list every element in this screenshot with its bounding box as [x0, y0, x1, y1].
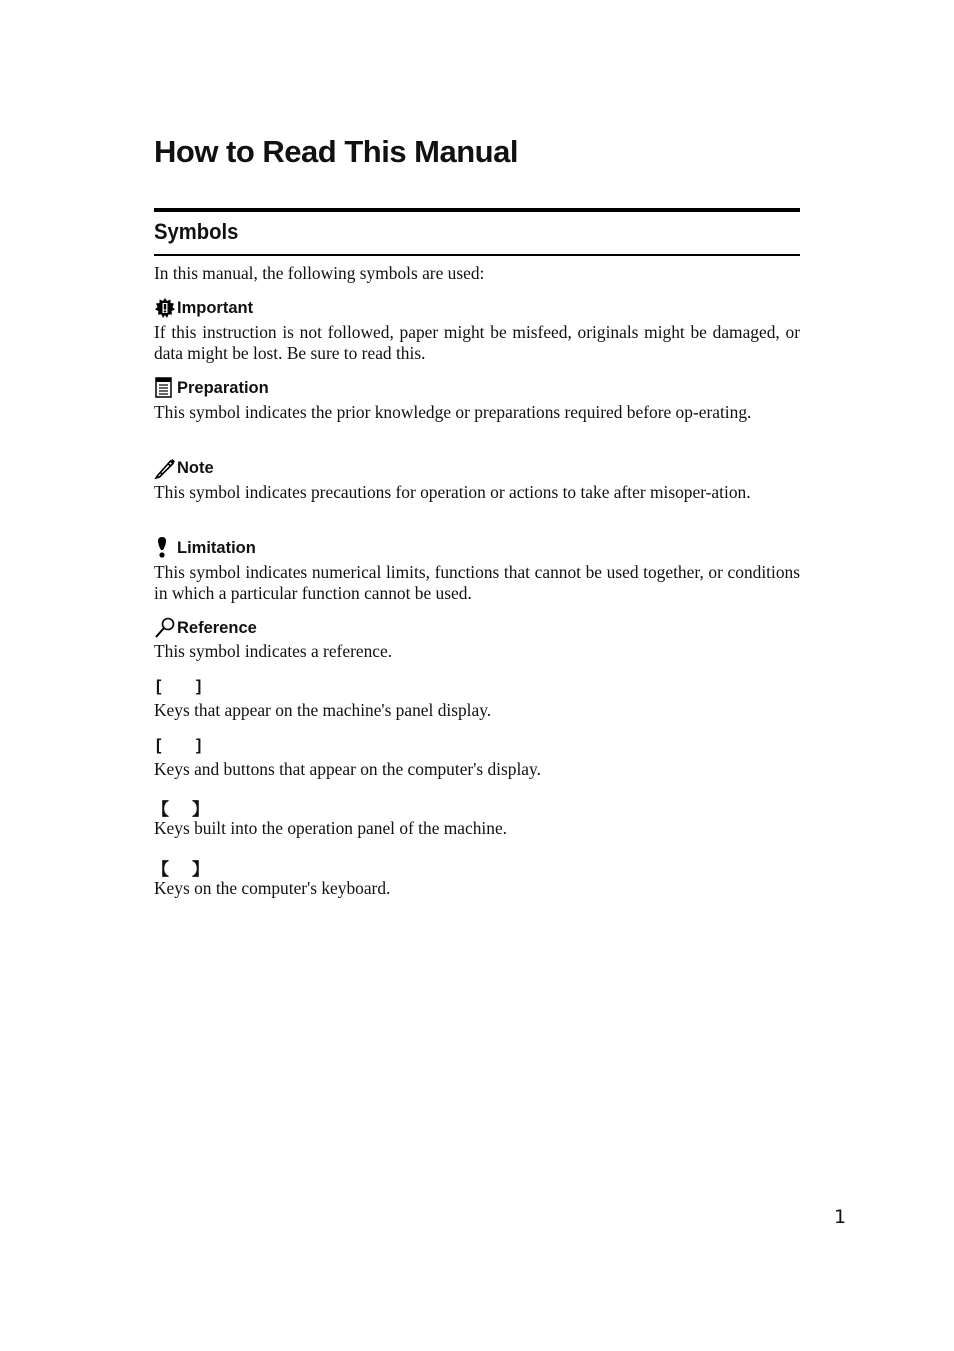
- preparation-heading: [154, 377, 269, 399]
- reference-label: Reference: [177, 618, 257, 637]
- note-pencil-icon: [154, 457, 176, 479]
- limitation-heading: [154, 537, 256, 559]
- bracket-open: [: [156, 678, 162, 695]
- preparation-icon: [154, 377, 176, 399]
- bracket-open: 【: [152, 860, 169, 879]
- bracket-close: 】: [192, 860, 209, 879]
- limitation-label: Limitation: [177, 538, 256, 557]
- important-text: If this instruction is not followed, paper might be misfeed, originals might be damaged, or data might be lost. Be sure to read this.: [154, 322, 800, 363]
- keyboard-key-brackets: [154, 855, 234, 877]
- bracket-open: [: [156, 737, 162, 754]
- reference-text: This symbol indicates a reference.: [154, 641, 393, 661]
- screen-button-text: Keys and buttons that appear on the computer's display.: [154, 759, 541, 779]
- important-label: Important: [177, 298, 254, 317]
- bracket-close: 】: [192, 800, 209, 819]
- intro-text: In this manual, the following symbols are used:: [154, 263, 485, 283]
- bracket-open: 【: [152, 800, 169, 819]
- reference-heading: [154, 617, 257, 639]
- page-title: How to Read This Manual: [154, 134, 518, 169]
- machine-key-text: Keys built into the operation panel of the machine.: [154, 818, 508, 838]
- important-heading: [154, 297, 253, 319]
- panel-key-text: Keys that appear on the machine's panel display.: [154, 700, 492, 720]
- page-number: 1: [834, 1206, 847, 1228]
- section-divider: [154, 254, 800, 256]
- section-title: Symbols: [154, 219, 239, 244]
- bracket-close: ]: [196, 678, 202, 695]
- bracket-close: ]: [196, 737, 202, 754]
- keyboard-key-text: Keys on the computer's keyboard.: [154, 878, 391, 898]
- limitation-icon: [154, 537, 176, 559]
- title-divider: [154, 208, 800, 212]
- preparation-label: Preparation: [177, 378, 269, 397]
- screen-button-brackets: [154, 737, 234, 759]
- note-text: This symbol indicates precautions for operation or actions to take after misoper-ation.: [154, 482, 751, 502]
- machine-key-brackets: [154, 795, 234, 817]
- reference-magnifier-icon: [154, 617, 176, 639]
- note-heading: [154, 457, 214, 479]
- note-label: Note: [177, 458, 214, 477]
- important-icon: [154, 297, 176, 319]
- preparation-text: This symbol indicates the prior knowledge or preparations required before op-erating.: [154, 402, 752, 422]
- panel-key-brackets: [154, 678, 234, 700]
- limitation-text: This symbol indicates numerical limits, functions that cannot be used together, or conditions in which a particular function cannot be used.: [154, 562, 800, 603]
